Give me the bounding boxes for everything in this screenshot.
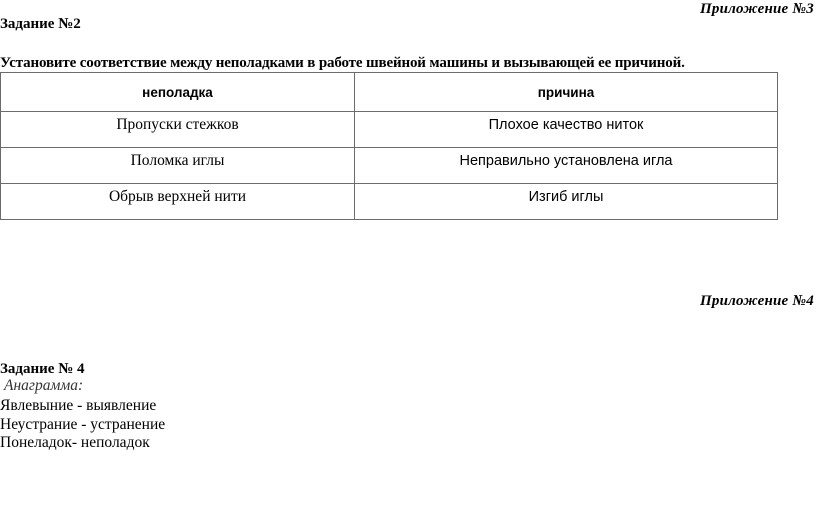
anagram-line: Явлевыние - выявление — [0, 397, 157, 414]
anagram-line: Понеладок- неполадок — [0, 434, 150, 451]
table-row — [1, 112, 778, 148]
header-cause: причина — [355, 73, 778, 112]
appendix-3-label: Приложение №3 — [700, 1, 814, 17]
problem-cell: Обрыв верхней нити — [1, 184, 355, 220]
matching-table — [0, 72, 778, 220]
task-2-title: Задание №2 — [0, 16, 81, 32]
cause-cell: Плохое качество ниток — [355, 112, 778, 148]
table-header-row — [1, 73, 778, 112]
table-row — [1, 184, 778, 220]
appendix-4-label: Приложение №4 — [700, 293, 814, 309]
header-problem: неполадка — [1, 73, 355, 112]
problem-cell: Пропуски стежков — [1, 112, 355, 148]
task-2-instruction: Установите соответствие между неполадками в работе швейной машины и вызывающей ее причиной. — [0, 55, 685, 71]
anagram-line: Неустрание - устранение — [0, 416, 166, 433]
problem-cell: Поломка иглы — [1, 148, 355, 184]
cause-cell: Неправильно установлена игла — [355, 148, 778, 184]
cause-cell: Изгиб иглы — [355, 184, 778, 220]
task-4-title: Задание № 4 — [0, 361, 85, 377]
table-row — [1, 148, 778, 184]
anagram-subtitle: Анаграмма: — [4, 377, 84, 394]
